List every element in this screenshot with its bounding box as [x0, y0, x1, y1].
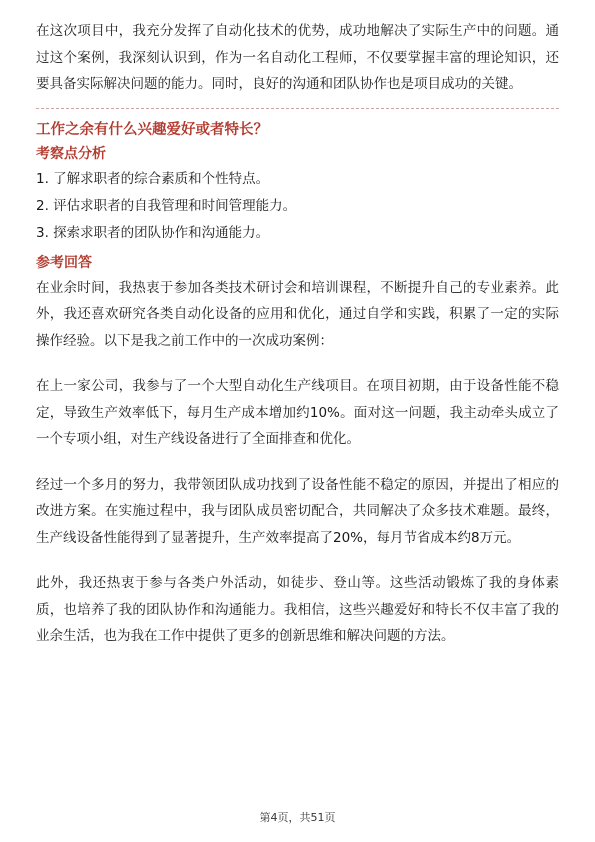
answer-paragraph: 在上一家公司，我参与了一个大型自动化生产线项目。在项目初期，由于设备性能不稳定，导致生产效率低下，每月生产成本增加约10%。面对这一问题，我主动牵头成立了一个专项小组，对生产线设备进行了全面排查和优化。 — [36, 378, 559, 447]
answer-paragraph: 此外，我还热衷于参与各类户外活动，如徒步、登山等。这些活动锻炼了我的身体素质，也培养了我的团队协作和沟通能力。我相信，这些兴趣爱好和特长不仅丰富了我的业余生活，也为我在工作中提供了更多的创新思维和解决问题的方法。 — [36, 575, 559, 644]
analysis-points — [36, 166, 559, 247]
document-page — [36, 18, 559, 650]
section-divider — [36, 108, 559, 109]
analysis-point: 3. 探索求职者的团队协作和沟通能力。 — [36, 224, 270, 241]
intro-paragraph: 在这次项目中，我充分发挥了自动化技术的优势，成功地解决了实际生产中的问题。通过这个案例，我深刻认识到，作为一名自动化工程师，不仅要掌握丰富的理论知识，还要具备实际解决问题的能力。同时，良好的沟通和团队协作也是项目成功的关键。 — [36, 23, 559, 92]
answer-paragraph: 经过一个多月的努力，我带领团队成功找到了设备性能不稳定的原因，并提出了相应的改进方案。在实施过程中，我与团队成员密切配合，共同解决了众多技术难题。最终，生产线设备性能得到了显著提升，生产效率提高了20%，每月节省成本约8万元。 — [36, 476, 559, 546]
answer-heading: 参考回答 — [36, 254, 92, 271]
answer-paragraph: 在业余时间，我热衷于参加各类技术研讨会和培训课程，不断提升自己的专业素养。此外，我还喜欢研究各类自动化设备的应用和优化，通过自学和实践，积累了一定的实际操作经验。以下是我之前工作中的一次成功案例： — [36, 279, 559, 349]
analysis-heading: 考察点分析 — [36, 145, 106, 162]
page-number-footer: 第4页，共51页 — [259, 811, 336, 824]
analysis-point: 1. 了解求职者的综合素质和个性特点。 — [36, 170, 270, 187]
analysis-point: 2. 评估求职者的自我管理和时间管理能力。 — [36, 197, 297, 214]
interview-question: 工作之余有什么兴趣爱好或者特长？ — [36, 121, 268, 138]
